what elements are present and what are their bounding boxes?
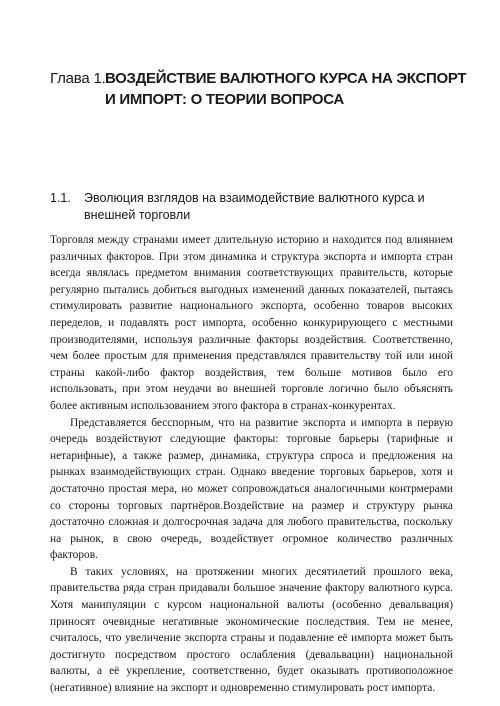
chapter-label: Глава 1.: [50, 70, 106, 87]
body-text: [50, 232, 453, 697]
paragraph: Представляется бесспорным, что на развитие экспорта и импорта в первую очередь воздействуют следующие факторы: торговые барьеры (тарифные и нетарифные), а также размер, динамика, структура спроса и предложения на рынках взаимодействующих стран. Однако введение торговых барьеров, хотя и достаточно простая мера, но может сопровождаться аналогичными контрмерами со стороны торговых партнёров.Воздействие на размер и структуру рынка достаточно сложная и долгосрочная задача для любого правительства, поскольку на рынок, в свою очередь, воздействует огромное количество различных факторов.: [50, 416, 453, 562]
paragraph: Торговля между странами имеет длительную историю и находится под влиянием различных факторов. При этом динамика и структура экспорта и импорта стран всегда являлась предметом внимания соответствующих правительств, которые регулярно пытались добиться выгодных изменений данных показателей, пытаясь стимулировать развитие национального экспорта, особенно товаров высоких переделов, и подавлять рост импорта, особенно конкурирующего с местными производителями, используя различные факторы воздействия. Соответственно, чем более простым для применения представлялся правительству той или иной страны какой-либо фактор воздействия, тем больше мотивов было его использовать, при этом неудачи во внешней торговле логично было объяснять более активным использованием этого фактора в странах-конкурентах.: [50, 234, 453, 412]
paragraph: В таких условиях, на протяжении многих десятилетий прошлого века, правительства ряда стран придавали большое значение фактору валютного курса. Хотя манипуляции с курсом национальной валюты (особенно девальвация) приносят очевидные негативные экономические последствия. Тем не менее, считалось, что увеличение экспорта страны и подавление её импорта может быть достигнуто посредством простого ослабления (девальвации) национальной валюты, а её укрепление, соответственно, будет оказывать противоположное (негативное) влияние на экспорт и одновременно стимулировать рост импорта.: [50, 565, 453, 695]
section-number: 1.1.: [50, 191, 71, 205]
section-title: Эволюция взглядов на взаимодействие валютного курса и внешней торговли: [84, 191, 425, 222]
chapter-title: ВОЗДЕЙСТВИЕ ВАЛЮТНОГО КУРСА НА ЭКСПОРТ И ИМПОРТ: О ТЕОРИИ ВОПРОСА: [105, 70, 467, 108]
